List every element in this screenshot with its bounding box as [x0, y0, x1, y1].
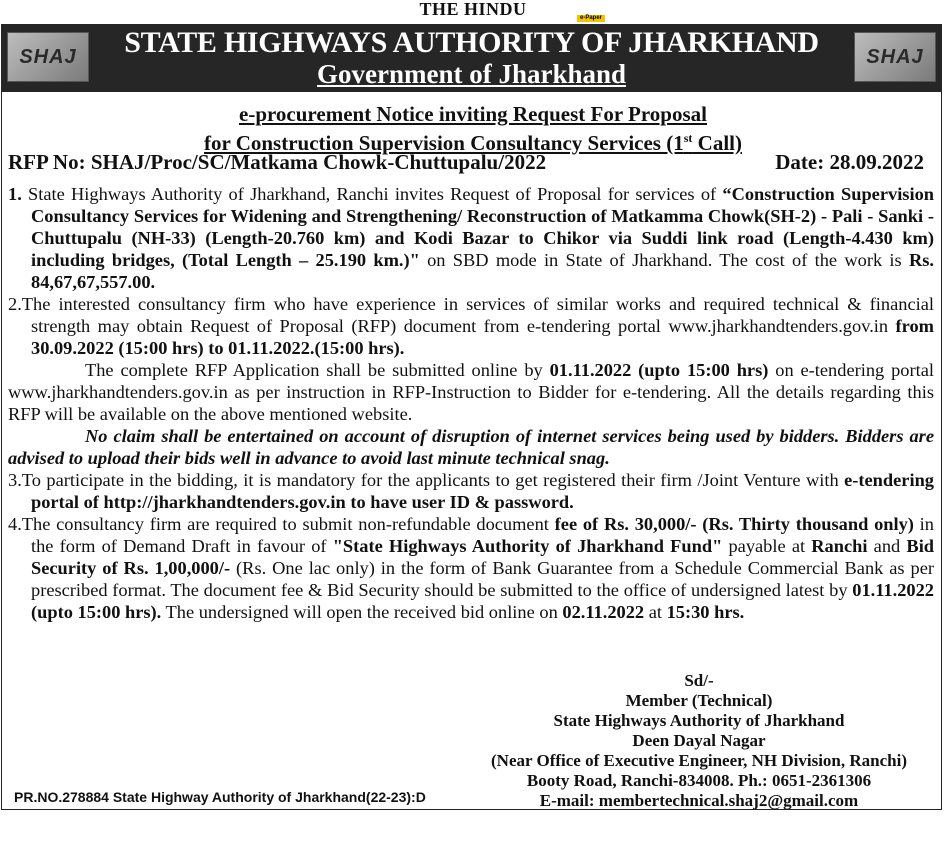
submission-deadline: 01.11.2022 (upto 15:00 hrs) [549, 360, 769, 380]
epaper-badge: e-Paper [577, 15, 605, 22]
notice-date: Date: 28.09.2022 [775, 150, 924, 174]
text: on e-tendering portal www.jharkhandtenders.gov.in as per instruction in RFP-Instruction to Bidder for e-tendering. All the details regarding this RFP will be available on the above mentioned website. [8, 360, 934, 424]
bid-open-date: 02.11.2022 [562, 602, 645, 622]
paragraph-1 [8, 183, 934, 293]
notice-body [8, 183, 934, 623]
text: The complete RFP Application shall be submitted online by [85, 360, 550, 380]
signature-block [459, 671, 939, 811]
pr-number: PR.NO.278884 State Highway Authority of Jharkhand(22-23):D [14, 789, 426, 805]
work-cost: Rs. 84,67,67,557.00. [31, 250, 934, 292]
logo-text: SHAJ [19, 45, 77, 68]
text: on SBD mode in State of Jharkhand. The cost of the work is [419, 250, 909, 270]
bid-open-time: 15:30 hrs. [666, 602, 745, 622]
para-number: 1. [8, 184, 22, 204]
para-number: 3. [8, 470, 22, 490]
portal-registration: e-tendering portal of http://jharkhandtenders.gov.in to have user ID & password. [31, 470, 934, 512]
text: The interested consultancy firm who have experience in services of similar works and required technical & financial strength may obtain Request of Proposal (RFP) document from e-tendering portal www.jharkhandtenders.gov.in [21, 294, 934, 336]
rfp-number: RFP No: SHAJ/Proc/SC/Matkama Chowk-Chuttupalu/2022 [8, 150, 547, 174]
paragraph-4 [8, 513, 934, 623]
paragraph-2-continued [8, 359, 934, 425]
disclaimer-text: No claim shall be entertained on account of disruption of internet services being used by bidders. Bidders are advised to upload their bids well in advance to avoid last minute technical snag. [8, 426, 934, 468]
text: (Rs. One lac only) in the form of Bank Guarantee from a Schedule Commercial Bank as per prescribed format. The document fee & Bid Security should be submitted to the office of undersigned latest by [31, 558, 935, 600]
para-number: 4. [8, 514, 22, 534]
project-title: “Construction Supervision Consultancy Services for Widening and Strengthening/ Reconstruction of Matkamma Chowk(SH-2) - Pali - Sanki - Chuttupalu (NH-33) (Length-20.760 km) and Kodi Bazar to Chikor via Suddi link road (Length-4.430 km) including bridges, (Total Length – 25.190 km.)" [31, 184, 934, 270]
text: The consultancy firm are required to submit non-refundable document [21, 514, 555, 534]
text: at [644, 602, 667, 622]
paragraph-2 [8, 293, 934, 359]
bid-security: Bid Security of Rs. 1,00,000/- [31, 536, 935, 578]
paragraph-3 [8, 469, 934, 513]
header-banner [1, 24, 942, 92]
text: in the form of Demand Draft in favour of [31, 514, 934, 556]
rfp-line [8, 150, 928, 174]
email: E-mail: membertechnical.shaj2@gmail.com [539, 791, 859, 810]
text: The undersigned will open the received bid online on [161, 602, 563, 622]
document-fee: fee of Rs. 30,000/- (Rs. Thirty thousand only) [554, 514, 914, 534]
notice-line2-text: for Construction Supervision Consultancy Services (1 [204, 131, 684, 155]
place: Deen Dayal Nagar [632, 731, 766, 750]
notice-heading-line1: e-procurement Notice inviting Request For Proposal [239, 102, 707, 126]
payable-at: Ranchi [811, 536, 868, 556]
government-subtitle: Government of Jharkhand [316, 59, 627, 89]
text: and [867, 536, 907, 556]
shaj-logo-icon [7, 32, 89, 82]
shaj-logo-icon [854, 32, 936, 82]
ordinal-superscript: st [683, 131, 693, 145]
para-number: 2. [8, 294, 22, 314]
postal-address: Booty Road, Ranchi-834008. Ph.: 0651-2361306 [526, 771, 872, 790]
text: To participate in the bidding, it is mandatory for the applicants to get registered their firm /Joint Venture with [21, 470, 845, 490]
designation: Member (Technical) [625, 691, 773, 710]
notice-line2-call: Call) [692, 131, 742, 155]
text: State Highways Authority of Jharkhand, Ranchi invites Request of Proposal for services of [28, 184, 723, 204]
newspaper-name: THE HINDU [419, 0, 527, 19]
payee-name: "State Highways Authority of Jharkhand Fund" [332, 536, 723, 556]
rfp-availability-period: from 30.09.2022 (15:00 hrs) to 01.11.2022.(15:00 hrs). [31, 316, 934, 358]
newspaper-masthead [343, 0, 603, 24]
organization: State Highways Authority of Jharkhand [553, 711, 845, 730]
logo-text: SHAJ [866, 45, 924, 68]
disclaimer [8, 425, 934, 469]
text: payable at [722, 536, 812, 556]
fee-deadline: 01.11.2022 (upto 15:00 hrs). [31, 580, 934, 622]
landmark: (Near Office of Executive Engineer, NH Division, Ranchi) [491, 751, 907, 770]
authority-title: STATE HIGHWAYS AUTHORITY OF JHARKHAND [124, 26, 819, 59]
sd: Sd/- [684, 671, 714, 690]
